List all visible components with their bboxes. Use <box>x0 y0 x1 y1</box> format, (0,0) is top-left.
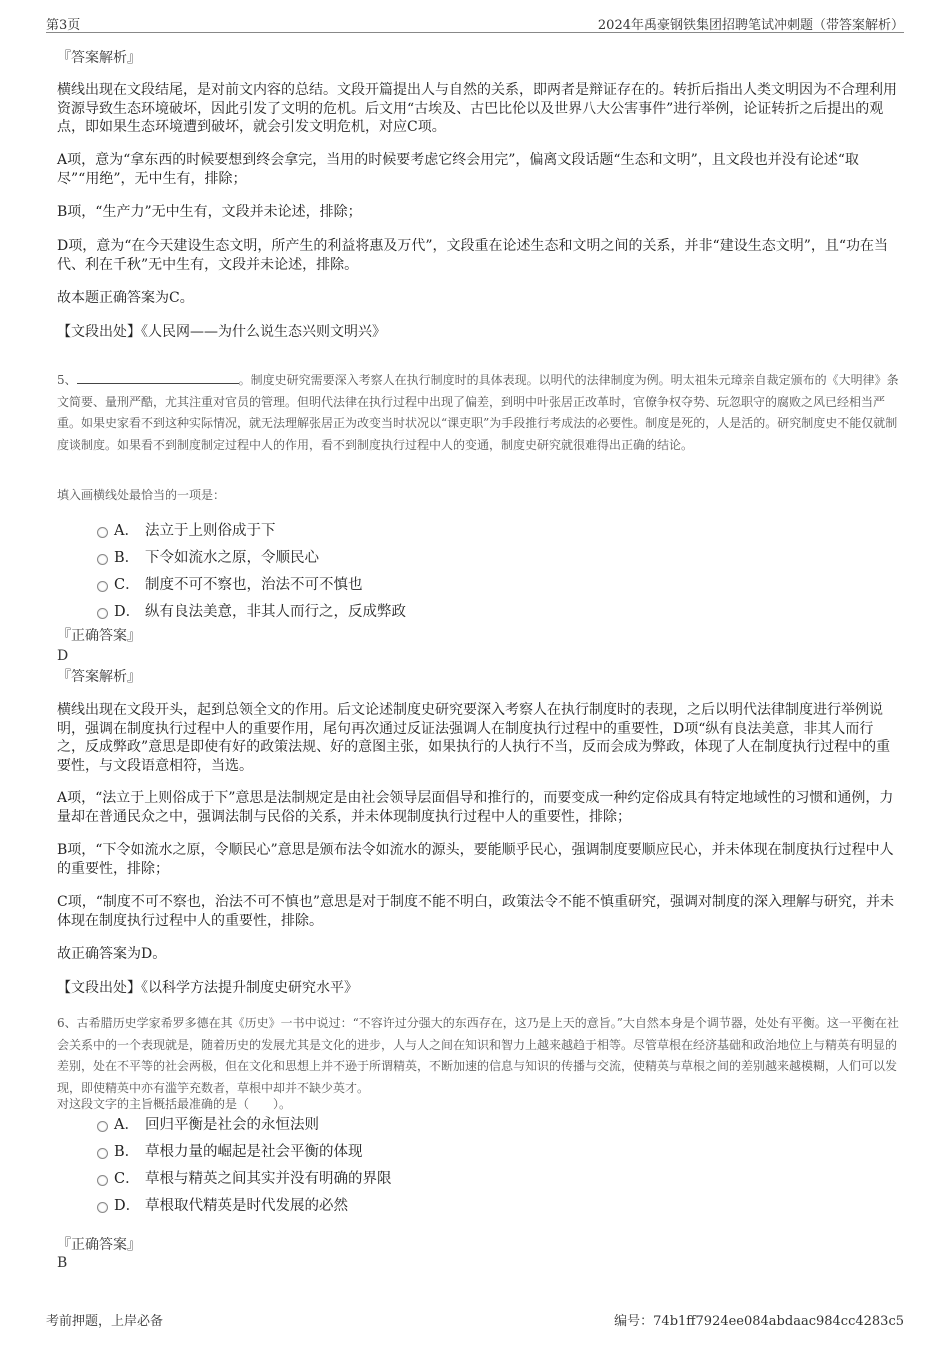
question-number: 5、 <box>57 373 77 387</box>
page-header <box>46 10 904 33</box>
option-text: 制度不可不察也，治法不可不慎也 <box>145 577 363 593</box>
radio-button[interactable] <box>97 554 108 565</box>
source-citation: 【文段出处】《以科学方法提升制度史研究水平》 <box>57 980 358 996</box>
answer-conclusion: 故正确答案为D。 <box>57 946 167 962</box>
option-text: 纵有良法美意，非其人而行之，反成弊政 <box>145 604 406 620</box>
option-text: 草根力量的崛起是社会平衡的体现 <box>145 1144 363 1160</box>
answer-label: 『正确答案』 <box>57 1237 141 1253</box>
options-list <box>97 1112 597 1220</box>
option-text: 草根取代精英是时代发展的必然 <box>145 1198 348 1214</box>
option-a[interactable] <box>97 1112 597 1139</box>
question-text: 6、古希腊历史学家希罗多德在其《历史》一书中说过：“不容许过分强大的东西存在，这乃是上天的意旨。”大自然本身是个调节器，处处有平衡。这一平衡在社会关系中的一个表现就是，随着历史的发展尤其是文化的进步，人与人之间在知识和智力上越来越趋于相等。尽管草根在经济基础和政治地位上与精英有明显的差别，处在不平等的社会两极，但在文化和思想上并不逊于所谓精英，不断加速的信息与知识的传播与交流，使精英与草根之间的差别越来越模糊，人们可以发现，即使精英中亦有滥竽充数者，草根中却并不缺少英才。 <box>57 1016 899 1095</box>
radio-button[interactable] <box>97 581 108 592</box>
analysis-paragraph: B项，“下令如流水之原，令顺民心”意思是颁布法令如流水的源头，要能顺乎民心，强调制度要顺应民心，并未体现在制度执行过程中人的重要性，排除； <box>57 842 894 877</box>
analysis-paragraph: 横线出现在文段开头，起到总领全文的作用。后文论述制度史研究要深入考察人在执行制度时的表现，之后以明代法律制度进行举例说明，强调在制度执行过程中人的重要作用，尾句再次通过反证法强调人在制度执行过程中的重要性，D项“纵有良法美意，非其人而行之，反成弊政”意思是即使有好的政策法规、好的意图主张，如果执行的人执行不当，反而会成为弊政，体现了人在制度执行过程中的重要性，与文段语意相符，当选。 <box>57 702 891 774</box>
radio-button[interactable] <box>97 1121 108 1132</box>
option-c[interactable] <box>97 572 597 599</box>
option-c[interactable] <box>97 1166 597 1193</box>
question-prompt: 填入画横线处最恰当的一项是： <box>57 488 226 502</box>
document-title: 2024年禹豪钢铁集团招聘笔试冲刺题（带答案解析） <box>597 18 904 33</box>
analysis-paragraph: C项，“制度不可不察也，治法不可不慎也”意思是对于制度不能不明白，政策法令不能不慎重研究，强调对制度的深入理解与研究，并未体现在制度执行过程中人的重要性，排除。 <box>57 894 895 929</box>
option-a[interactable] <box>97 518 597 545</box>
option-text: 法立于上则俗成于下 <box>145 523 276 539</box>
option-key: A． <box>114 1117 139 1133</box>
radio-button[interactable] <box>97 1175 108 1186</box>
options-list <box>97 518 597 626</box>
source-citation: 【文段出处】《人民网——为什么说生态兴则文明兴》 <box>57 324 386 340</box>
question-prompt: 对这段文字的主旨概括最准确的是（ ）。 <box>57 1097 292 1111</box>
option-key: D． <box>114 1198 141 1214</box>
answer-conclusion: 故本题正确答案为C。 <box>57 290 194 306</box>
page-number: 第3页 <box>46 18 81 33</box>
option-key: A． <box>114 523 139 539</box>
radio-button[interactable] <box>97 1148 108 1159</box>
option-text: 草根与精英之间其实并没有明确的界限 <box>145 1171 392 1187</box>
analysis-paragraph: D项，意为“在今天建设生态文明，所产生的利益将惠及万代”，文段重在论述生态和文明之间的关系，并非“建设生态文明”，且“功在当代、利在千秋”无中生有，文段并未论述，排除。 <box>57 238 889 273</box>
option-key: B． <box>114 1144 140 1160</box>
option-b[interactable] <box>97 545 597 572</box>
analysis-paragraph: 横线出现在文段结尾，是对前文内容的总结。文段开篇提出人与自然的关系，即两者是辩证存在的。转折后指出人类文明因为不合理利用资源导致生态环境破坏，因此引发了文明的危机。后文用“古埃及、古巴比伦以及世界八大公害事件”进行举例，论证转折之后提出的观点，即如果生态环境遭到破坏，就会引发文明危机，对应C项。 <box>57 82 897 135</box>
analysis-label: 『答案解析』 <box>57 669 141 685</box>
analysis-paragraph: A项，“法立于上则俗成于下”意思是法制规定是由社会领导层面倡导和推行的，而要变成一种约定俗成具有特定地域性的习惯和通例，力量却在普通民众之中，强调法制与民俗的关系，并未体现制度执行过程中人的重要性，排除； <box>57 790 894 825</box>
correct-answer: B <box>57 1255 68 1271</box>
footer-slogan: 考前押题，上岸必备 <box>46 1314 164 1329</box>
radio-button[interactable] <box>97 608 108 619</box>
radio-button[interactable] <box>97 1202 108 1213</box>
question-stem <box>57 370 900 456</box>
option-key: C． <box>114 577 140 593</box>
document-id: 编号：74b1ff7924ee084abdaac984cc4283c5 <box>614 1314 904 1329</box>
option-key: C． <box>114 1171 140 1187</box>
option-key: D． <box>114 604 141 620</box>
option-b[interactable] <box>97 1139 597 1166</box>
analysis-paragraph: B项，“生产力”无中生有，文段并未论述，排除； <box>57 204 362 220</box>
question-text: 。制度史研究需要深入考察人在执行制度时的具体表现。以明代的法律制度为例。明太祖朱元璋亲自裁定颁布的《大明律》条文简要、量刑严酷，尤其注重对官员的管理。但明代法律在执行过程中出现了偏差，到明中叶张居正改革时，官僚争权夺势、玩忽职守的腐败之风已经相当严重。如果史家看不到这种实际情况，就无法理解张居正为改变当时状况以“课吏职”为手段推行考成法的必要性。制度是死的，人是活的。研究制度史不能仅就制度谈制度。如果看不到制度制定过程中人的作用，看不到制度执行过程中人的变通，制度史研究就很难得出正确的结论。 <box>57 373 899 452</box>
option-d[interactable] <box>97 599 597 626</box>
analysis-paragraph: A项，意为“拿东西的时候要想到终会拿完，当用的时候要考虑它终会用完”，偏离文段话题“生态和文明”，且文段也并没有论述“取尽”“用绝”，无中生有，排除； <box>57 152 859 187</box>
option-d[interactable] <box>97 1193 597 1220</box>
option-text: 回归平衡是社会的永恒法则 <box>145 1117 319 1133</box>
option-key: B． <box>114 550 140 566</box>
radio-button[interactable] <box>97 527 108 538</box>
fill-blank <box>77 370 239 384</box>
answer-label: 『正确答案』 <box>57 628 141 644</box>
analysis-label: 『答案解析』 <box>57 50 141 66</box>
option-text: 下令如流水之原，令顺民心 <box>145 550 319 566</box>
correct-answer: D <box>57 648 69 664</box>
